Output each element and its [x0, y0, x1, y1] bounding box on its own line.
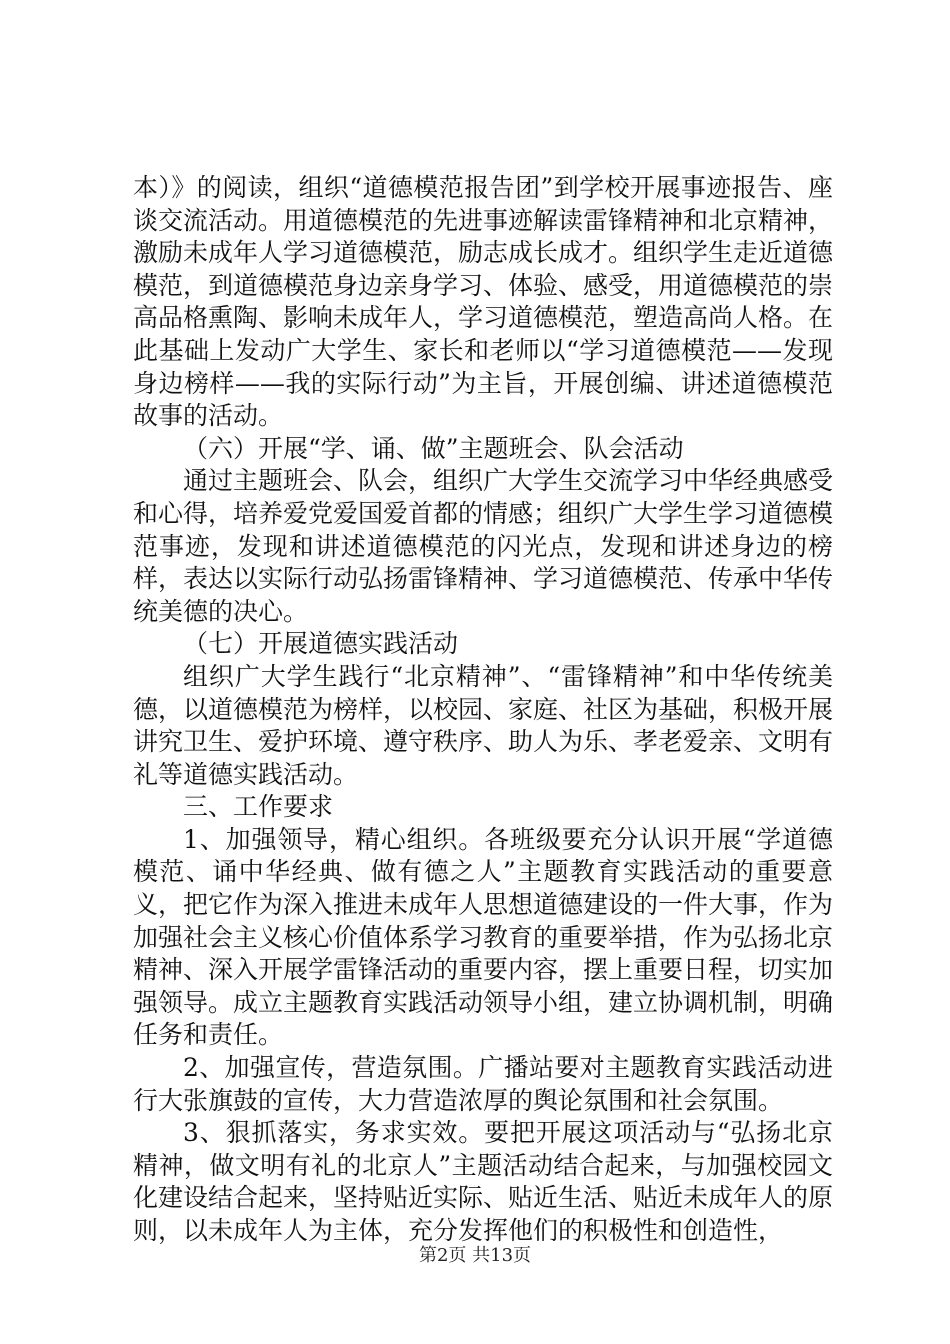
section-heading-work-requirements: 三、工作要求 — [183, 792, 334, 822]
section-heading-seven: （七）开展道德实践活动 — [183, 629, 459, 659]
paragraph-class-meeting: 通过主题班会、队会，组织广大学生交流学习中华经典感受和心得，培养爱党爱国爱首都的情感；组织广大学生学习道德模范事迹，发现和讲述道德模范的闪光点，发现和讲述身边的榜样，表达以实际行动弘扬雷锋精神、学习道德模范、传承中华传统美德的决心。 — [133, 466, 834, 626]
page-number-footer: 第2页 共13页 — [418, 1245, 532, 1266]
paragraph-requirement-2: 2、加强宣传，营造氛围。广播站要对主题教育实践活动进行大张旗鼓的宣传，大力营造浓厚的舆论氛围和社会氛围。 — [133, 1053, 833, 1115]
section-heading-six: （六）开展“学、诵、做”主题班会、队会活动 — [183, 433, 684, 463]
paragraph-moral-practice: 组织广大学生践行“北京精神”、“雷锋精神”和中华传统美德，以道德模范为榜样，以校园、家庭、社区为基础，积极开展讲究卫生、爱护环境、遵守秩序、助人为乐、孝老爱亲、文明有礼等道德实践活动。 — [133, 661, 834, 789]
paragraph-reading-continuation: 本）》的阅读，组织“道德模范报告团”到学校开展事迹报告、座谈交流活动。用道德模范的先进事迹解读雷锋精神和北京精神，激励未成年人学习道德模范，励志成长成才。组织学生走近道德模范，到道德模范身边亲身学习、体验、感受，用道德模范的崇高品格熏陶、影响未成年人，学习道德模范，塑造高尚人格。在此基础上发动广大学生、家长和老师以“学习道德模范——发现身边榜样——我的实际行动”为主旨，开展创编、讲述道德模范故事的活动。 — [133, 173, 834, 431]
document-body — [133, 172, 833, 1248]
paragraph-requirement-1: 1、加强领导，精心组织。各班级要充分认识开展“学道德模范、诵中华经典、做有德之人”主题教育实践活动的重要意义，把它作为深入推进未成年人思想道德建设的一件大事，作为加强社会主义核心价值体系学习教育的重要举措，作为弘扬北京精神、深入开展学雷锋活动的重要内容，摆上重要日程，切实加强领导。成立主题教育实践活动领导小组，建立协调机制，明确任务和责任。 — [133, 824, 834, 1050]
paragraph-requirement-3: 3、狠抓落实，务求实效。要把开展这项活动与“弘扬北京精神，做文明有礼的北京人”主题活动结合起来，与加强校园文化建设结合起来，坚持贴近实际、贴近生活、贴近未成年人的原则，以未成年人为主体，充分发挥他们的积极性和创造性， — [133, 1118, 834, 1245]
